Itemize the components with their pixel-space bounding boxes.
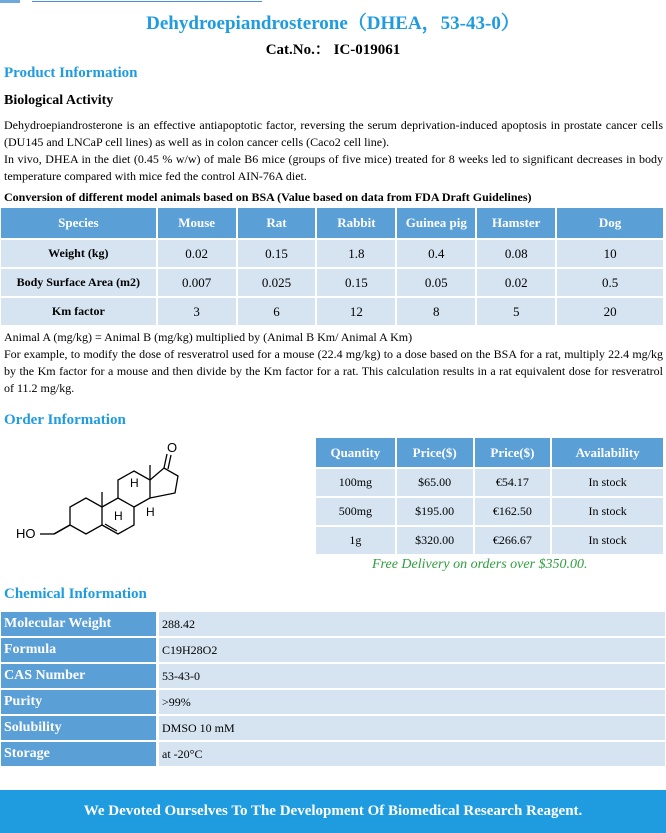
table-cell: 0.02 (157, 239, 237, 268)
quantity-cell: 500mg (316, 497, 396, 526)
price-eur-cell: €54.17 (474, 468, 552, 497)
table-row (1, 663, 665, 689)
table-row (1, 715, 665, 741)
bio-paragraph-1: Dehydroepiandrosterone is an effective antiapoptotic factor, reversing the serum deprivation-induced apoptosis in prostate cancer cells (DU145 and LNCaP cell lines) as well as in colon cancer cells (Caco2 cell line). (4, 118, 663, 149)
catalog-number: Cat.No.： IC-019061 (265, 42, 401, 58)
table-row (1, 612, 665, 637)
chem-key: CAS Number (1, 663, 158, 689)
table-cell: 0.4 (396, 239, 476, 268)
structure-label-h: H (114, 509, 123, 523)
table-cell: 0.007 (157, 268, 237, 297)
biological-activity-text (4, 117, 663, 185)
footer-banner: We Devoted Ourselves To The Development Of Biomedical Research Reagent. (0, 790, 666, 833)
row-label: Body Surface Area (m2) (1, 268, 157, 297)
page-title: Dehydroepiandrosterone（DHEA，53-43-0） (146, 13, 520, 34)
table-row (1, 239, 664, 268)
table-row (1, 297, 664, 325)
chem-value: >99% (158, 689, 666, 715)
availability-cell: In stock (551, 526, 664, 554)
table-cell: 12 (316, 297, 396, 325)
order-header-cell: Price($) (474, 438, 552, 468)
conversion-title: Conversion of different model animals based on BSA (Value based on data from FDA Draft Guidelines) (4, 190, 532, 204)
conversion-explanation (4, 329, 663, 397)
quantity-cell: 1g (316, 526, 396, 554)
structure-label-h: H (146, 505, 155, 519)
table-cell: 0.08 (476, 239, 556, 268)
table-row (316, 468, 664, 497)
quantity-cell: 100mg (316, 468, 396, 497)
table-cell: 10 (556, 239, 664, 268)
structure-label-o: O (167, 440, 178, 455)
chem-key: Molecular Weight (1, 612, 158, 637)
conversion-header-cell: Rat (237, 208, 317, 239)
table-cell: 0.025 (237, 268, 317, 297)
chem-key: Formula (1, 637, 158, 663)
price-usd-cell: $320.00 (396, 526, 474, 554)
conversion-example: For example, to modify the dose of resveratrol used for a mouse (22.4 mg/kg) to a dose based on the BSA for a rat, multiply 22.4 mg/kg by the Km factor for a mouse and then divide by the Km factor for a rat. This calculation results in a rat equivalent dose for resveratrol of 11.2 mg/kg. (4, 347, 663, 395)
price-usd-cell: $65.00 (396, 468, 474, 497)
table-cell: 5 (476, 297, 556, 325)
table-cell: 1.8 (316, 239, 396, 268)
table-row (1, 268, 664, 297)
row-label: Weight (kg) (1, 239, 157, 268)
chem-key: Purity (1, 689, 158, 715)
price-usd-cell: $195.00 (396, 497, 474, 526)
table-row (1, 741, 665, 767)
order-header-row (316, 438, 664, 468)
table-cell: 8 (396, 297, 476, 325)
conversion-formula: Animal A (mg/kg) = Animal B (mg/kg) multiplied by (Animal B Km/ Animal A Km) (4, 330, 413, 344)
table-cell: 0.02 (476, 268, 556, 297)
chem-value: C19H28O2 (158, 637, 666, 663)
chemical-information-heading: Chemical Information (4, 586, 147, 602)
order-table (316, 438, 665, 554)
order-header-cell: Availability (551, 438, 664, 468)
chemical-info-table (1, 612, 665, 768)
table-cell: 3 (157, 297, 237, 325)
row-label: Km factor (1, 297, 157, 325)
chemical-structure-image (14, 438, 214, 558)
price-eur-cell: €266.67 (474, 526, 552, 554)
table-cell: 0.5 (556, 268, 664, 297)
conversion-header-cell: Guinea pig (396, 208, 476, 239)
top-decoration (0, 0, 300, 4)
conversion-header-row (1, 208, 664, 239)
product-information-heading: Product Information (4, 65, 138, 81)
table-cell: 0.15 (237, 239, 317, 268)
structure-label-ho: HO (16, 526, 36, 541)
biological-activity-heading: Biological Activity (4, 93, 114, 108)
availability-cell: In stock (551, 497, 664, 526)
bio-paragraph-2: In vivo, DHEA in the diet (0.45 % w/w) of male B6 mice (groups of five mice) treated for 8 weeks led to significant decreases in body temperature compared with mice fed the control AIN-76A diet. (4, 152, 663, 183)
table-cell: 0.05 (396, 268, 476, 297)
order-header-cell: Quantity (316, 438, 396, 468)
table-row (1, 637, 665, 663)
chem-key: Storage (1, 741, 158, 767)
chem-value: 288.42 (158, 612, 666, 637)
availability-cell: In stock (551, 468, 664, 497)
structure-label-h: H (130, 476, 139, 490)
chem-value: at -20°C (158, 741, 666, 767)
table-row (316, 526, 664, 554)
conversion-header-cell: Mouse (157, 208, 237, 239)
conversion-header-cell: Hamster (476, 208, 556, 239)
chem-key: Solubility (1, 715, 158, 741)
conversion-table (1, 208, 665, 325)
price-eur-cell: €162.50 (474, 497, 552, 526)
table-row (1, 689, 665, 715)
conversion-header-cell: Dog (556, 208, 664, 239)
chem-value: DMSO 10 mM (158, 715, 666, 741)
free-delivery-note: Free Delivery on orders over $350.00. (372, 557, 588, 572)
order-information-heading: Order Information (4, 412, 126, 428)
table-cell: 6 (237, 297, 317, 325)
table-cell: 0.15 (316, 268, 396, 297)
table-cell: 20 (556, 297, 664, 325)
conversion-header-cell: Rabbit (316, 208, 396, 239)
chem-value: 53-43-0 (158, 663, 666, 689)
table-row (316, 497, 664, 526)
conversion-header-cell: Species (1, 208, 157, 239)
order-header-cell: Price($) (396, 438, 474, 468)
